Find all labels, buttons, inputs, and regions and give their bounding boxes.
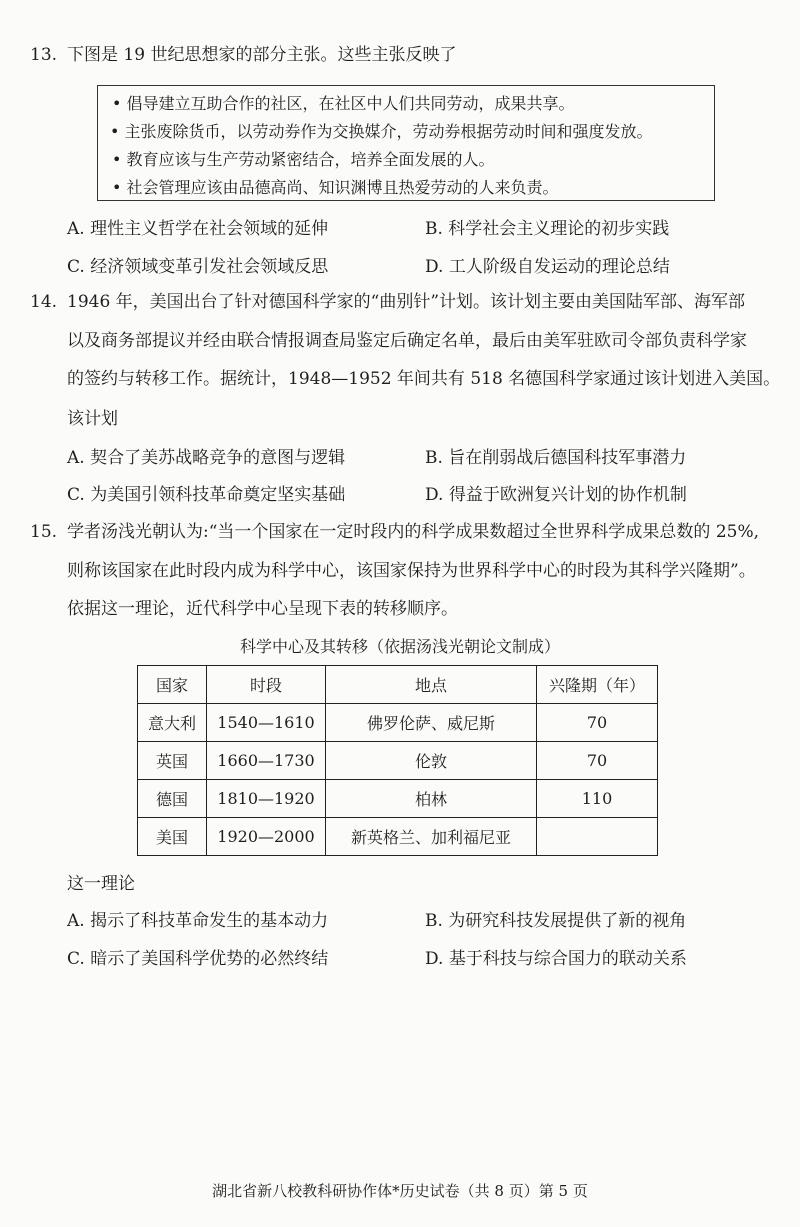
table-cell: 1660—1730 [207, 742, 326, 780]
table-cell: 美国 [138, 818, 207, 856]
q14-number: 14. [30, 292, 58, 312]
table-header: 时段 [207, 666, 326, 704]
q13-number: 13. [30, 45, 58, 65]
q13-box-item: • 倡导建立互助合作的社区，在社区中人们共同劳动，成果共享。 [112, 94, 575, 113]
science-center-table [137, 665, 658, 856]
q13-stem: 下图是 19 世纪思想家的部分主张。这些主张反映了 [67, 45, 457, 65]
table-cell: 70 [537, 742, 658, 780]
table-cell: 110 [537, 780, 658, 818]
q15-stem-line: 依据这一理论，近代科学中心呈现下表的转移顺序。 [67, 599, 458, 619]
table-cell: 柏林 [326, 780, 537, 818]
table-header: 兴隆期（年） [537, 666, 658, 704]
table-caption: 科学中心及其转移（依据汤浅光朝论文制成） [239, 637, 560, 656]
q15-option-a: A. 揭示了科技革命发生的基本动力 [67, 911, 329, 931]
table-row [138, 704, 658, 742]
q15-option-d: D. 基于科技与综合国力的联动关系 [425, 949, 687, 969]
table-cell: 德国 [138, 780, 207, 818]
table-row [138, 818, 658, 856]
table-cell: 英国 [138, 742, 207, 780]
table-row [138, 780, 658, 818]
table-cell [537, 818, 658, 856]
q13-box-item: • 主张废除货币，以劳动券作为交换媒介，劳动券根据劳动时间和强度发放。 [110, 122, 653, 141]
q14-stem-line: 以及商务部提议并经由联合情报调查局鉴定后确定名单，最后由美军驻欧司令部负责科学家 [67, 331, 747, 351]
q13-option-d: D. 工人阶级自发运动的理论总结 [425, 257, 670, 277]
page-footer: 湖北省新八校教科研协作体*历史试卷（共 8 页）第 5 页 [212, 1182, 588, 1200]
table-row [138, 742, 658, 780]
table-header: 地点 [326, 666, 537, 704]
q13-box-item: • 社会管理应该由品德高尚、知识渊博且热爱劳动的人来负责。 [112, 178, 559, 197]
q15-stem-line: 则称该国家在此时段内成为科学中心，该国家保持为世界科学中心的时段为其科学兴隆期”。 [67, 561, 756, 581]
table-cell: 1810—1920 [207, 780, 326, 818]
table-cell: 新英格兰、加利福尼亚 [326, 818, 537, 856]
table-cell: 意大利 [138, 704, 207, 742]
table-cell: 1920—2000 [207, 818, 326, 856]
table-cell: 70 [537, 704, 658, 742]
q14-stem-line: 该计划 [67, 409, 118, 429]
q14-stem-line: 1946 年，美国出台了针对德国科学家的“曲别针”计划。该计划主要由美国陆军部、海军部 [67, 292, 746, 312]
table-header: 国家 [138, 666, 207, 704]
table-cell: 1540—1610 [207, 704, 326, 742]
q13-option-b: B. 科学社会主义理论的初步实践 [425, 219, 670, 239]
q15-lead: 这一理论 [67, 874, 135, 894]
q14-option-c: C. 为美国引领科技革命奠定坚实基础 [67, 485, 346, 505]
q15-option-b: B. 为研究科技发展提供了新的视角 [425, 911, 687, 931]
q14-stem-line: 的签约与转移工作。据统计，1948—1952 年间共有 518 名德国科学家通过该计划进入美国。 [67, 369, 781, 389]
q13-option-a: A. 理性主义哲学在社会领域的延伸 [67, 219, 329, 239]
q14-option-a: A. 契合了美苏战略竞争的意图与逻辑 [67, 448, 346, 468]
table-cell: 伦敦 [326, 742, 537, 780]
q15-stem-line: 学者汤浅光朝认为:“当一个国家在一定时段内的科学成果数超过全世界科学成果总数的 25%, [67, 522, 760, 542]
q13-quote-box [97, 85, 715, 201]
q15-number: 15. [30, 522, 58, 542]
table-header-row [138, 666, 658, 704]
q14-option-d: D. 得益于欧洲复兴计划的协作机制 [425, 485, 687, 505]
q13-option-c: C. 经济领域变革引发社会领域反思 [67, 257, 329, 277]
q13-box-item: • 教育应该与生产劳动紧密结合，培养全面发展的人。 [112, 150, 495, 169]
table-cell: 佛罗伦萨、威尼斯 [326, 704, 537, 742]
q14-option-b: B. 旨在削弱战后德国科技军事潜力 [425, 448, 687, 468]
q15-option-c: C. 暗示了美国科学优势的必然终结 [67, 949, 329, 969]
